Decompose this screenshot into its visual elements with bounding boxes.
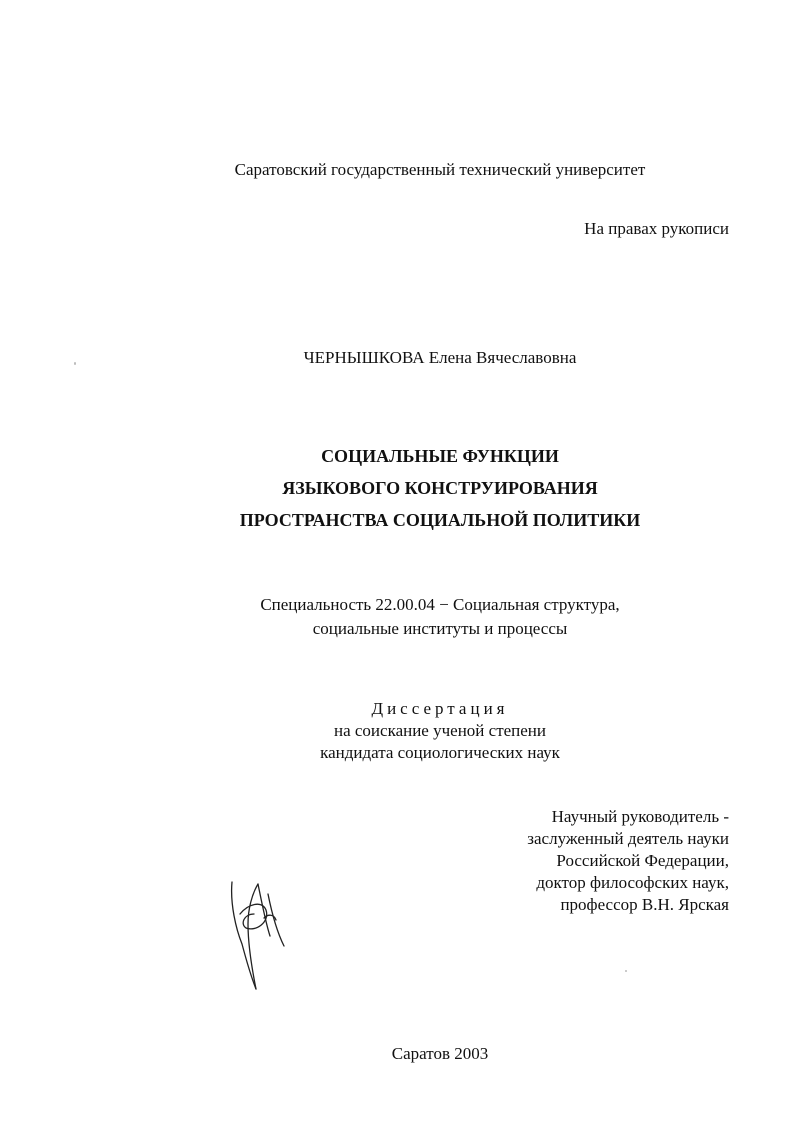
dissertation-type: Диссертация: [371, 699, 509, 718]
supervisor-line-1: Научный руководитель -: [551, 807, 729, 826]
signature-icon: [222, 874, 292, 994]
dissertation-degree-line-2: кандидата социологических наук: [320, 743, 560, 762]
specialty-line-1: Специальность 22.00.04 − Социальная структура,: [260, 595, 620, 614]
institution-name: Саратовский государственный технический университет: [234, 160, 646, 179]
supervisor-line-5: профессор В.Н. Ярская: [560, 895, 729, 914]
title-line-2: ЯЗЫКОВОГО КОНСТРУИРОВАНИЯ: [282, 478, 598, 498]
manuscript-note: На правах рукописи: [584, 219, 729, 238]
scan-speck: [625, 970, 627, 972]
dissertation-degree-line-1: на соискание ученой степени: [333, 721, 547, 740]
author-name: ЧЕРНЫШКОВА Елена Вячеславовна: [303, 348, 577, 367]
title-line-1: СОЦИАЛЬНЫЕ ФУНКЦИИ: [321, 446, 559, 466]
specialty-line-2: социальные институты и процессы: [312, 619, 568, 638]
place-and-year: Саратов 2003: [391, 1044, 489, 1063]
title-line-3: ПРОСТРАНСТВА СОЦИАЛЬНОЙ ПОЛИТИКИ: [239, 510, 641, 530]
supervisor-line-3: Российской Федерации,: [556, 851, 729, 870]
supervisor-line-4: доктор философских наук,: [536, 873, 729, 892]
supervisor-line-2: заслуженный деятель науки: [527, 829, 729, 848]
scan-speck: [74, 362, 76, 365]
